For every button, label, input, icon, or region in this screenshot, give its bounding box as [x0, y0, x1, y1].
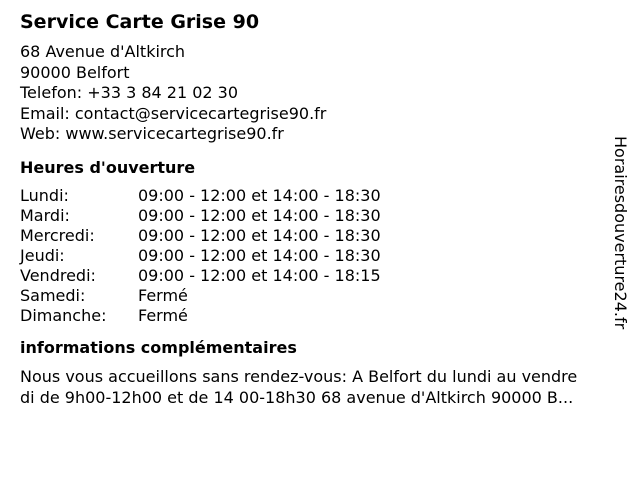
day-label: Dimanche:	[20, 305, 107, 325]
info-text	[20, 366, 630, 408]
hours-row-samedi	[20, 286, 610, 306]
city-address: 90000 Belfort	[20, 62, 130, 82]
day-label: Samedi:	[20, 285, 86, 305]
email-address[interactable]: Email: contact@servicecartegrise90.fr	[20, 103, 327, 123]
day-hours: 09:00 - 12:00 et 14:00 - 18:30	[138, 245, 381, 265]
day-hours: Fermé	[138, 285, 188, 305]
hours-row-mercredi	[20, 226, 610, 246]
day-label: Lundi:	[20, 185, 69, 205]
day-hours: 09:00 - 12:00 et 14:00 - 18:30	[138, 225, 381, 245]
street-address: 68 Avenue d'Altkirch	[20, 42, 186, 61]
info-line-2: di de 9h00-12h00 et de 14 00-18h30 68 avenue d'Altkirch 90000 B...	[20, 387, 574, 407]
hours-row-lundi	[20, 186, 610, 206]
day-hours: 09:00 - 12:00 et 14:00 - 18:30	[138, 205, 381, 225]
hours-heading: Heures d'ouverture	[20, 157, 196, 177]
hours-row-jeudi	[20, 246, 610, 266]
info-heading: informations complémentaires	[20, 337, 297, 357]
day-label: Vendredi:	[20, 265, 96, 285]
website[interactable]: Web: www.servicecartegrise90.fr	[20, 124, 284, 143]
day-hours: Fermé	[138, 305, 188, 325]
address-block	[20, 42, 610, 145]
day-hours: 09:00 - 12:00 et 14:00 - 18:15	[138, 265, 381, 285]
day-label: Mardi:	[20, 205, 70, 225]
hours-table	[20, 186, 610, 326]
day-label: Jeudi:	[20, 245, 65, 265]
phone-number[interactable]: Telefon: +33 3 84 21 02 30	[20, 83, 239, 102]
watermark-site-name: Horairesdouverture24.fr	[611, 136, 630, 330]
business-card	[20, 10, 610, 408]
hours-row-vendredi	[20, 266, 610, 286]
info-line-1: Nous vous accueillons sans rendez-vous: A Belfort du lundi au vendre	[20, 366, 578, 386]
business-name: Service Carte Grise 90	[20, 11, 260, 33]
day-label: Mercredi:	[20, 225, 95, 245]
hours-row-dimanche	[20, 306, 610, 326]
hours-row-mardi	[20, 206, 610, 226]
day-hours: 09:00 - 12:00 et 14:00 - 18:30	[138, 185, 381, 205]
